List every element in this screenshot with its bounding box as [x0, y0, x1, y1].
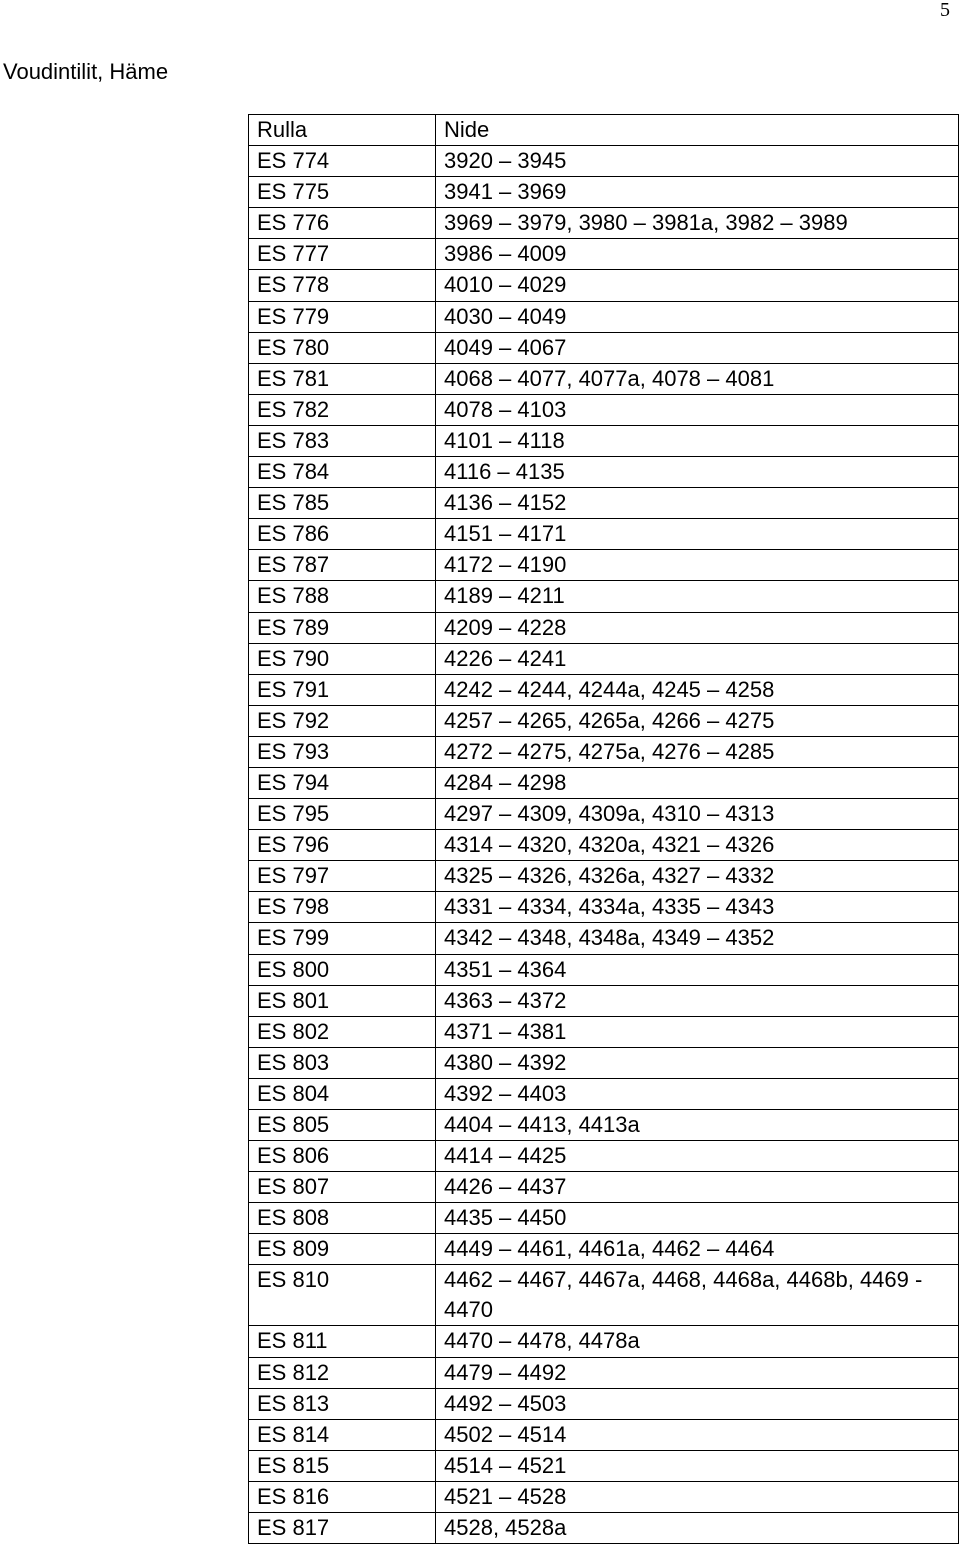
table-row	[249, 146, 959, 177]
volume-range-cell: 3969 – 3979, 3980 – 3981a, 3982 – 3989	[436, 208, 959, 239]
table-row	[249, 1141, 959, 1172]
volume-range-cell: 4101 – 4118	[436, 425, 959, 456]
volume-range-cell: 4479 – 4492	[436, 1357, 959, 1388]
roll-cell: ES 790	[249, 643, 436, 674]
roll-cell: ES 817	[249, 1513, 436, 1544]
table-body	[249, 146, 959, 1544]
roll-cell: ES 800	[249, 954, 436, 985]
volume-range-cell: 4404 – 4413, 4413a	[436, 1110, 959, 1141]
volume-range-cell: 4284 – 4298	[436, 767, 959, 798]
volume-range-cell: 4363 – 4372	[436, 985, 959, 1016]
volume-range-cell: 4314 – 4320, 4320a, 4321 – 4326	[436, 830, 959, 861]
volume-range-cell: 4351 – 4364	[436, 954, 959, 985]
table-row	[249, 1326, 959, 1357]
volume-range-cell: 4342 – 4348, 4348a, 4349 – 4352	[436, 923, 959, 954]
table-row	[249, 736, 959, 767]
volume-range-cell: 4528, 4528a	[436, 1513, 959, 1544]
table-row	[249, 301, 959, 332]
volume-range-cell: 4435 – 4450	[436, 1203, 959, 1234]
table-row	[249, 1234, 959, 1265]
volume-range-cell: 4049 – 4067	[436, 332, 959, 363]
volume-range-cell: 4068 – 4077, 4077a, 4078 – 4081	[436, 363, 959, 394]
volume-range-cell: 4371 – 4381	[436, 1016, 959, 1047]
roll-cell: ES 791	[249, 674, 436, 705]
table-header	[249, 115, 959, 146]
table-row	[249, 985, 959, 1016]
volume-range-cell: 4470 – 4478, 4478a	[436, 1326, 959, 1357]
roll-cell: ES 777	[249, 239, 436, 270]
volume-range-cell: 4426 – 4437	[436, 1172, 959, 1203]
volume-range-cell: 4492 – 4503	[436, 1388, 959, 1419]
roll-cell: ES 795	[249, 799, 436, 830]
table-row	[249, 363, 959, 394]
volume-range-cell: 4010 – 4029	[436, 270, 959, 301]
table-row	[249, 1357, 959, 1388]
volume-range-cell: 4521 – 4528	[436, 1481, 959, 1512]
roll-cell: ES 809	[249, 1234, 436, 1265]
table-row	[249, 208, 959, 239]
table-row	[249, 1016, 959, 1047]
roll-cell: ES 814	[249, 1419, 436, 1450]
table-row	[249, 457, 959, 488]
table-row	[249, 1419, 959, 1450]
roll-cell: ES 792	[249, 705, 436, 736]
table-row	[249, 394, 959, 425]
page-number: 5	[940, 0, 950, 21]
table-row	[249, 550, 959, 581]
roll-cell: ES 797	[249, 861, 436, 892]
volume-range-cell: 4030 – 4049	[436, 301, 959, 332]
volume-range-cell: 4151 – 4171	[436, 519, 959, 550]
roll-cell: ES 780	[249, 332, 436, 363]
roll-cell: ES 786	[249, 519, 436, 550]
volume-range-cell: 4172 – 4190	[436, 550, 959, 581]
table-row	[249, 892, 959, 923]
volume-range-cell: 4502 – 4514	[436, 1419, 959, 1450]
table-row	[249, 239, 959, 270]
volume-range-cell: 4297 – 4309, 4309a, 4310 – 4313	[436, 799, 959, 830]
table-row	[249, 674, 959, 705]
table-row	[249, 643, 959, 674]
roll-cell: ES 799	[249, 923, 436, 954]
volume-range-cell: 3920 – 3945	[436, 146, 959, 177]
table-row	[249, 270, 959, 301]
volume-range-cell: 4116 – 4135	[436, 457, 959, 488]
table-row	[249, 332, 959, 363]
table-row	[249, 1172, 959, 1203]
roll-cell: ES 802	[249, 1016, 436, 1047]
volume-range-cell: 4209 – 4228	[436, 612, 959, 643]
roll-cell: ES 782	[249, 394, 436, 425]
roll-cell: ES 785	[249, 488, 436, 519]
roll-cell: ES 784	[249, 457, 436, 488]
roll-cell: ES 812	[249, 1357, 436, 1388]
column-header-nide: Nide	[436, 115, 959, 146]
volume-range-cell: 4449 – 4461, 4461a, 4462 – 4464	[436, 1234, 959, 1265]
volume-range-cell: 4462 – 4467, 4467a, 4468, 4468a, 4468b, 4469 - 4470	[436, 1265, 959, 1326]
roll-cell: ES 810	[249, 1265, 436, 1326]
table-row	[249, 799, 959, 830]
table-row	[249, 830, 959, 861]
roll-cell: ES 805	[249, 1110, 436, 1141]
table-row	[249, 581, 959, 612]
roll-cell: ES 793	[249, 736, 436, 767]
volume-range-cell: 3986 – 4009	[436, 239, 959, 270]
table-row	[249, 177, 959, 208]
table-row	[249, 705, 959, 736]
volume-range-cell: 4136 – 4152	[436, 488, 959, 519]
roll-cell: ES 808	[249, 1203, 436, 1234]
header-row	[249, 115, 959, 146]
table-row	[249, 425, 959, 456]
roll-cell: ES 794	[249, 767, 436, 798]
roll-cell: ES 781	[249, 363, 436, 394]
roll-cell: ES 811	[249, 1326, 436, 1357]
roll-cell: ES 813	[249, 1388, 436, 1419]
volume-range-cell: 4257 – 4265, 4265a, 4266 – 4275	[436, 705, 959, 736]
table-row	[249, 954, 959, 985]
column-header-rulla: Rulla	[249, 115, 436, 146]
table-row	[249, 1203, 959, 1234]
table-row	[249, 519, 959, 550]
table-row	[249, 767, 959, 798]
microfilm-roll-table	[248, 114, 959, 1544]
table-row	[249, 488, 959, 519]
roll-cell: ES 803	[249, 1047, 436, 1078]
table-row	[249, 923, 959, 954]
table-row	[249, 1265, 959, 1326]
volume-range-cell: 4272 – 4275, 4275a, 4276 – 4285	[436, 736, 959, 767]
volume-range-cell: 4514 – 4521	[436, 1450, 959, 1481]
roll-cell: ES 775	[249, 177, 436, 208]
table-row	[249, 1388, 959, 1419]
table-row	[249, 1078, 959, 1109]
table-row	[249, 1047, 959, 1078]
roll-cell: ES 807	[249, 1172, 436, 1203]
volume-range-cell: 4078 – 4103	[436, 394, 959, 425]
table-row	[249, 1110, 959, 1141]
table-row	[249, 861, 959, 892]
table-row	[249, 1450, 959, 1481]
volume-range-cell: 4380 – 4392	[436, 1047, 959, 1078]
roll-cell: ES 806	[249, 1141, 436, 1172]
roll-cell: ES 788	[249, 581, 436, 612]
roll-cell: ES 815	[249, 1450, 436, 1481]
roll-cell: ES 801	[249, 985, 436, 1016]
table-row	[249, 1513, 959, 1544]
roll-cell: ES 796	[249, 830, 436, 861]
roll-cell: ES 798	[249, 892, 436, 923]
volume-range-cell: 4189 – 4211	[436, 581, 959, 612]
roll-cell: ES 816	[249, 1481, 436, 1512]
volume-range-cell: 4392 – 4403	[436, 1078, 959, 1109]
roll-cell: ES 787	[249, 550, 436, 581]
roll-cell: ES 779	[249, 301, 436, 332]
volume-range-cell: 4242 – 4244, 4244a, 4245 – 4258	[436, 674, 959, 705]
roll-cell: ES 804	[249, 1078, 436, 1109]
document-title: Voudintilit, Häme	[3, 59, 169, 84]
roll-cell: ES 783	[249, 425, 436, 456]
roll-cell: ES 776	[249, 208, 436, 239]
volume-range-cell: 4414 – 4425	[436, 1141, 959, 1172]
roll-cell: ES 774	[249, 146, 436, 177]
volume-range-cell: 3941 – 3969	[436, 177, 959, 208]
table-row	[249, 1481, 959, 1512]
table-row	[249, 612, 959, 643]
volume-range-cell: 4331 – 4334, 4334a, 4335 – 4343	[436, 892, 959, 923]
volume-range-cell: 4226 – 4241	[436, 643, 959, 674]
volume-range-cell: 4325 – 4326, 4326a, 4327 – 4332	[436, 861, 959, 892]
roll-cell: ES 789	[249, 612, 436, 643]
roll-cell: ES 778	[249, 270, 436, 301]
